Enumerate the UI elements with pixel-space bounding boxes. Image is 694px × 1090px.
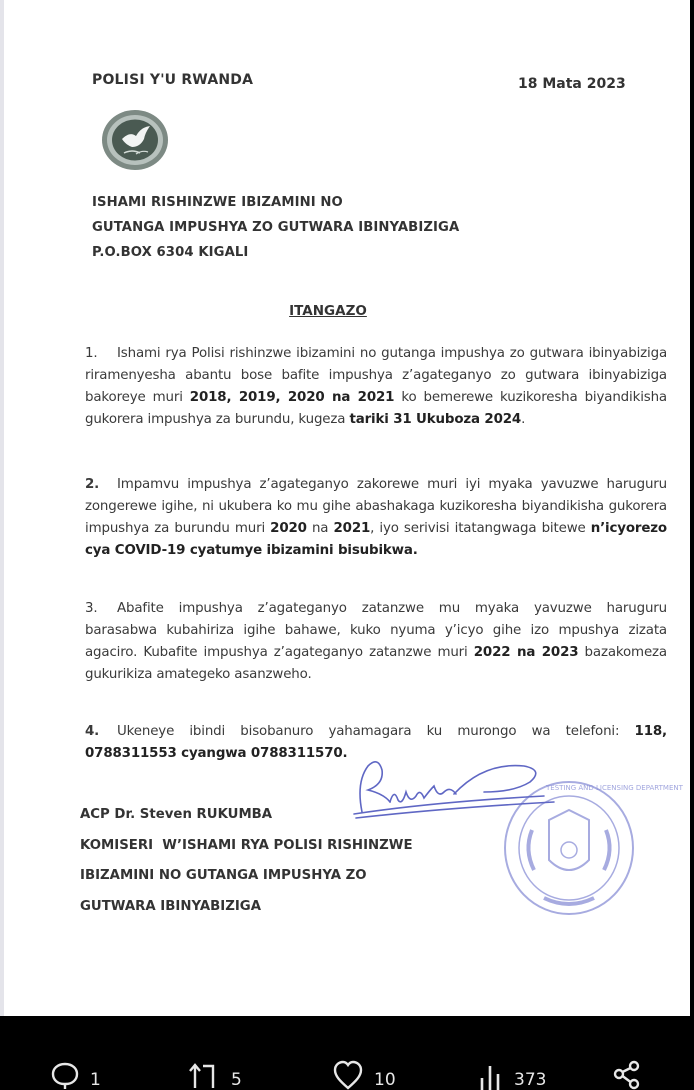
stamp-text: TESTING AND LICENSING DEPARTMENT [546, 784, 683, 792]
paragraph-1 [85, 343, 667, 431]
reply-button[interactable] [50, 1060, 101, 1090]
paragraph-text: Abafite impushya z’agateganyo zatanzwe mu myaka yavuzwe haruguru barasabwa kubahiriza igihe bahawe, kuko nyuma y’icyo gihe izo mpushya zizata agaciro. Kubafite impushya z’agateganyo zatanzwe muri [85, 601, 667, 660]
views-icon [476, 1060, 504, 1090]
repost-icon [187, 1060, 221, 1090]
paragraph-text: bazakomeza gukurikiza amategeko asanzweho. [85, 645, 667, 682]
paragraph-number: 4. [85, 724, 100, 739]
share-button[interactable] [612, 1060, 642, 1090]
views-button[interactable] [476, 1060, 546, 1090]
reply-icon [50, 1060, 80, 1090]
paragraph-text: Ukeneye ibindi bisobanuro yahamagara ku murongo wa telefoni: [117, 724, 635, 739]
repost-count: 5 [231, 1070, 242, 1090]
emphasized-text: 2021 [333, 521, 371, 536]
emphasized-text: tariki 31 Ukuboza 2024 [349, 412, 522, 427]
emphasized-text: 118, 0788311553 cyangwa 0788311570. [85, 724, 667, 761]
signatory-name: ACP Dr. Steven RUKUMBA [80, 807, 273, 822]
like-button[interactable] [332, 1060, 396, 1090]
emphasized-text: 2018, 2019, 2020 na 2021 [189, 390, 395, 405]
document-date: 18 Mata 2023 [518, 76, 626, 92]
signatory-title-line: KOMISERI W’ISHAMI RYA POLISI RISHINZWE [80, 837, 413, 853]
heart-icon [332, 1060, 364, 1090]
paragraph-3 [85, 598, 667, 686]
announcement-title: ITANGAZO [289, 303, 367, 319]
signatory-title-line: GUTWARA IBINYABIZIGA [80, 898, 261, 914]
department-line: GUTANGA IMPUSHYA ZO GUTWARA IBINYABIZIGA [92, 220, 460, 235]
paragraph-number: 2. [85, 477, 100, 492]
emphasized-text: n’icyorezo cya COVID-19 cyatumye ibizamini bisubikwa. [85, 521, 667, 558]
department-address [92, 190, 459, 265]
paragraph-2 [85, 474, 667, 562]
paragraph-text: ko bemerewe kuzikoresha biyandikisha gukorera impushya za burundu, kugeza [85, 390, 667, 427]
post-action-bar [0, 1016, 690, 1090]
paragraph-text: Ishami rya Polisi rishinzwe ibizamini no gutanga impushya zo gutwara ibinyabiziga riramenyesha abantu bose bafite impushya z’agateganyo zo gutwara ibinyabiziga bakoreye muri [85, 346, 667, 405]
paragraph-text: na [306, 521, 334, 536]
department-line: ISHAMI RISHINZWE IBIZAMINI NO [92, 195, 343, 210]
paragraph-number: 1. [85, 346, 98, 361]
police-emblem-icon [100, 109, 170, 171]
views-count: 373 [514, 1070, 547, 1090]
paragraph-number: 3. [85, 601, 98, 616]
emphasized-text: 2020 [270, 521, 307, 536]
share-icon [612, 1060, 642, 1090]
announcement-title-row [4, 300, 694, 319]
emphasized-text: 2022 na 2023 [473, 645, 579, 660]
repost-button[interactable] [187, 1060, 242, 1090]
signatory-block [80, 800, 413, 922]
like-count: 10 [374, 1070, 396, 1090]
paragraph-text: Impamvu impushya z’agateganyo zakorewe muri iyi myaka yavuzwe haruguru zongerewe igihe, ni ukubera ko mu gihe abashakaga kuzikoresha biyandikisha gukorera impushya za burundu muri [85, 477, 667, 536]
paragraph-text: . [521, 412, 526, 427]
organization-name: POLISI Y'U RWANDA [92, 72, 254, 88]
po-box-line: P.O.BOX 6304 KIGALI [92, 245, 249, 260]
reply-count: 1 [90, 1070, 101, 1090]
paragraph-text: , iyo serivisi itatangwaga bitewe [370, 521, 591, 536]
signatory-title-line: IBIZAMINI NO GUTANGA IMPUSHYA ZO [80, 868, 367, 883]
